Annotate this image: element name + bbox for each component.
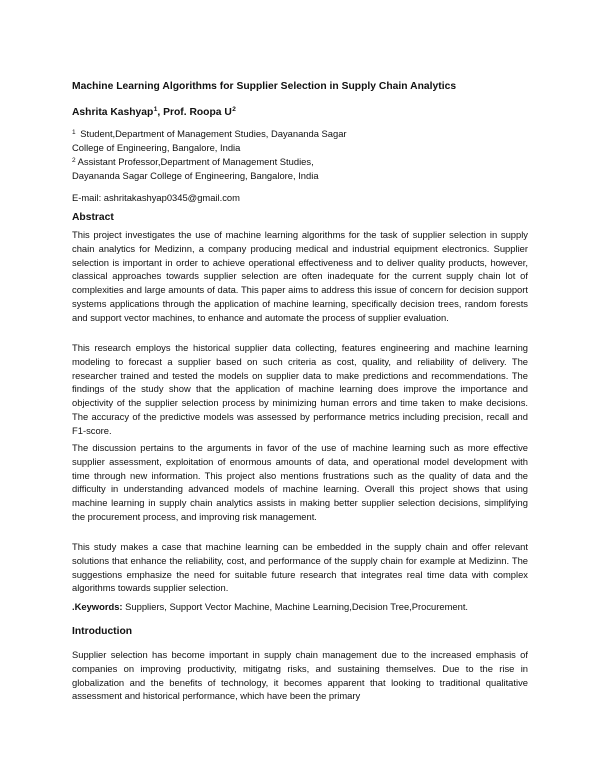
author-line (72, 106, 528, 118)
affiliation-line (72, 154, 528, 169)
affiliation-line (72, 126, 528, 141)
affiliation-line: Dayananda Sagar College of Engineering, Bangalore, India (72, 169, 319, 181)
affiliation-superscript: 2 (72, 157, 76, 165)
keywords-label: .Keywords: (72, 601, 123, 612)
affiliation-text: Assistant Professor,Department of Management Studies, (77, 156, 314, 168)
keywords-line (72, 601, 528, 612)
author-separator: , (157, 107, 164, 118)
affiliations (72, 126, 528, 182)
affiliation-text: Student,Department of Management Studies, Dayananda Sagar (77, 128, 347, 139)
paper-title: Machine Learning Algorithms for Supplier Selection in Supply Chain Analytics (72, 81, 457, 92)
author-superscript: 1 (153, 106, 158, 113)
introduction-heading: Introduction (72, 626, 133, 637)
introduction-paragraph: Supplier selection has become important in supply chain management due to the increased emphasis of companies on improving productivity, mitigatng risks, and sustaining themselves. Due to the rise in globalization and the benefits of technology, it becomes apparent that looking to traditional qualitative assessment and historical performance, which have been the primary (72, 649, 528, 702)
affiliation-superscript: 1 (72, 129, 76, 136)
abstract-heading: Abstract (72, 212, 114, 223)
affiliation-line: College of Engineering, Bangalore, India (72, 141, 241, 153)
author-superscript: 2 (232, 106, 236, 113)
author-email: E-mail: ashritakashyap0345@gmail.com (72, 192, 240, 203)
author-name: Ashrita Kashyap (72, 107, 154, 118)
abstract-paragraph: This study makes a case that machine learning can be embedded in the supply chain and offer relevant solutions that enhance the reliability, cost, and performance of the supply chain for example at Medizinn. The suggestions emphasize the need for suitable future research that integrates real time data with complex algorithms towards supplier selection. (72, 541, 528, 594)
abstract-paragraph: This project investigates the use of machine learning algorithms for the task of supplier selection in supply chain analytics for Medizinn, a company producing medical and industrial equipment electronics. Supplier selection is important in order to achieve operational effectiveness and to deliver quality products, however, classical approaches towards supplier selection are often inadequate for the current supply chain lot of complexities and large amounts of data. This paper aims to address this issue of concern for decision support systems applications through the application of machine learning, specifically decision trees, random forests and support vector machines, to enhance and automate the process of supplier evaluation. (72, 229, 528, 323)
keywords-text: Suppliers, Support Vector Machine, Machine Learning,Decision Tree,Procurement. (122, 601, 469, 612)
abstract-paragraph: This research employs the historical supplier data collecting, features engineering and machine learning modeling to forecast a supplier based on such criteria as cost, quality, and reliability of delivery. The researcher trained and tested the models on supplier data to make predictions and recommendations. The findings of the study show that the application of machine learning does improve the importance and objectivity of the supplier selection process by minimizing human errors and time taken to make decisions. The accuracy of the predictive models was assessed by performance metrics including precision, recall and F1-score. (72, 342, 528, 436)
author-name: Prof. Roopa U (163, 107, 232, 118)
abstract-paragraph: The discussion pertains to the arguments in favor of the use of machine learning such as more effective supplier assessment, exploitation of enormous amounts of data, and operational model development with time through new information. This project also mentions frustrations such as the quality of data and the difficulty in understanding advanced models of machine learning. Overall this project shows that using machine learning in supply chain analytics assists in making better supplier selection decisions, simplifying the procurement process, and improving risk management. (72, 442, 528, 522)
